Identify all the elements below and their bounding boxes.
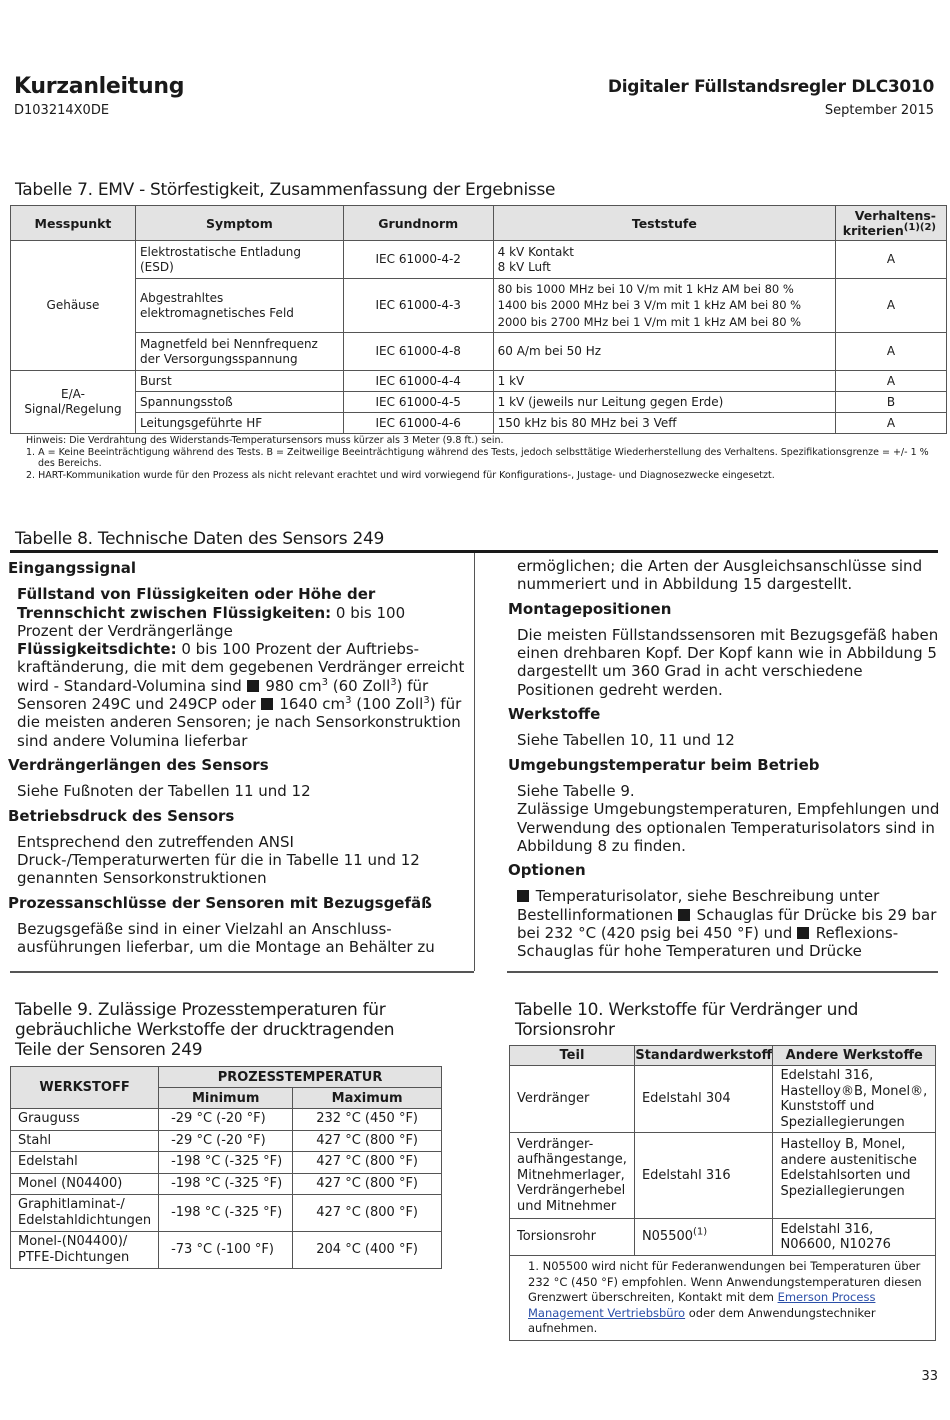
max-cell: 232 °C (450 °F) [293,1109,442,1131]
norm-cell: IEC 61000-4-2 [343,241,493,279]
table7-note: 1. A = Keine Beeinträchtigung während des Tests. B = Zeitweilige Beeinträchtigung während des Tests, jedoch selbsttätige Wiederherstellung des Verhaltens. Spezifikationsgrenze = +/- 1 % [26,446,929,458]
col-header-werkstoff: WERKSTOFF [11,1067,159,1109]
material-cell: Stahl [11,1130,159,1152]
option-square-icon [678,909,690,921]
norm-cell: IEC 61000-4-3 [343,279,493,333]
spec-text: Die meisten Füllstandssensoren mit Bezugsgefäß haben einen drehbaren Kopf. Der Kopf kann wie in Abbildung 5 dargestellt um 360 Grad in acht verschiedene Positionen gedreht werden. [517,625,939,699]
symptom-cell: Leitungsgeführte HF [135,413,343,434]
criteria-cell: A [836,371,947,392]
spec-text: Bezugsgefäße sind in einer Vielzahl an Anschluss-ausführungen lieferbar, um die Montage an Behälter zu [17,920,435,957]
max-cell: 427 °C (800 °F) [293,1130,442,1152]
criteria-cell: A [836,333,947,371]
min-cell: -29 °C (-20 °F) [159,1109,293,1131]
level-cell: 4 kV Kontakt 8 kV Luft [493,241,835,279]
material-cell: Monel (N04400) [11,1173,159,1195]
level-cell: 150 kHz bis 80 MHz bei 3 Veff [493,413,835,434]
table8-bottom-rule-right [507,971,938,973]
document-date: September 2015 [824,103,934,118]
part-cell: Torsionsrohr [510,1219,635,1256]
col-header-andere-werkstoffe: Andere Werkstoffe [773,1046,936,1066]
table10-footnote-row [510,1256,936,1341]
col-header-teil: Teil [510,1046,635,1066]
option-square-icon [517,890,529,902]
table-row [11,1109,442,1131]
max-cell: 204 °C (400 °F) [293,1232,442,1269]
table7-notes [26,435,929,481]
symptom-cell: Elektrostatische Entladung (ESD) [135,241,343,279]
min-cell: -73 °C (-100 °F) [159,1232,293,1269]
level-cell: 1 kV [493,371,835,392]
spec-text: Siehe Tabelle 9. Zulässige Umgebungstemperaturen, Empfehlungen und Verwendung des optionalen Temperaturisolators sind in Abbildung 8 zu finden. [517,781,940,855]
col-header-standardwerkstoff: Standardwerkstoff [634,1046,773,1066]
symptom-cell: Abgestrahltes elektromagnetisches Feld [135,279,343,333]
symptom-cell: Magnetfeld bei Nennfrequenz der Versorgungsspannung [135,333,343,371]
norm-cell: IEC 61000-4-6 [343,413,493,434]
col-header-grundnorm: Grundnorm [343,206,493,241]
table-row [11,1130,442,1152]
table-row [11,413,947,434]
table7-note: des Bereichs. [38,458,102,469]
table10-footnote: 1. N05500 wird nicht für Federanwendungen bei Temperaturen über 232 °C (450 °F) empfohlen. Wenn Anwendungstemperaturen diesen Grenzwert überschreiten, Kontakt mit dem Emerson Process Management Vertriebsbüro oder dem Anwendungstechniker aufnehmen. [510,1256,936,1341]
table-row [11,392,947,413]
standard-material-cell: Edelstahl 304 [634,1066,773,1133]
spec-heading: Betriebsdruck des Sensors [8,806,235,825]
min-cell: -29 °C (-20 °F) [159,1130,293,1152]
table-row [11,1232,442,1269]
spec-text: Siehe Tabellen 10, 11 und 12 [517,731,735,750]
table10-materials [509,1045,936,1341]
material-cell: Grauguss [11,1109,159,1131]
level-cell: 60 A/m bei 50 Hz [493,333,835,371]
document-number: D103214X0DE [14,103,110,118]
option-square-icon [247,680,259,692]
table7-note: 2. HART-Kommunikation wurde für den Prozess als nicht relevant erachtet und wird vorwiegend für Konfigurations-, Justage- und Diagnosezwecke eingesetzt. [26,469,775,481]
max-cell: 427 °C (800 °F) [293,1195,442,1232]
material-cell: Monel-(N04400)/ PTFE-Dichtungen [11,1232,159,1269]
criteria-cell: A [836,279,947,333]
criteria-cell: A [836,241,947,279]
spec-text: Siehe Fußnoten der Tabellen 11 und 12 [17,782,311,801]
table-row [11,241,947,279]
group-cell-gehaeuse: Gehäuse [11,241,136,371]
part-cell: Verdränger-aufhängestange, Mitnehmerlager, Verdrängerhebel und Mitnehmer [510,1133,635,1219]
other-materials-cell: Edelstahl 316, N06600, N10276 [773,1219,936,1256]
table8-column-divider [474,553,475,971]
table8-title: Tabelle 8. Technische Daten des Sensors 249 [15,529,384,549]
table10-title: Tabelle 10. Werkstoffe für Verdränger und Torsionsrohr [515,1000,859,1040]
table-row [11,1152,442,1174]
spec-heading: Prozessanschlüsse der Sensoren mit Bezugsgefäß [8,893,432,912]
table-row [11,333,947,371]
page-number: 33 [921,1369,938,1384]
max-cell: 427 °C (800 °F) [293,1152,442,1174]
spec-heading: Montagepositionen [508,599,672,618]
standard-material-cell: N05500$^{(1)}$ [634,1219,773,1256]
other-materials-cell: Hastelloy B, Monel, andere austenitische Edelstahlsorten und Speziallegierungen [773,1133,936,1219]
spec-text: ermöglichen; die Arten der Ausgleichsanschlüsse sind nummeriert und in Abbildung 15 dargestellt. [517,557,923,594]
col-header-minimum: Minimum [159,1088,293,1109]
norm-cell: IEC 61000-4-8 [343,333,493,371]
spec-heading: Eingangssignal [8,559,137,577]
spec-heading: Verdrängerlängen des Sensors [8,755,269,774]
option-square-icon [797,927,809,939]
spec-text: Füllstand von Flüssigkeiten oder Höhe der Trennschicht zwischen Flüssigkeiten: 0 bis 100 Prozent der Verdrängerlänge Flüssigkeitsdichte: 0 bis 100 Prozent der Auftriebs-kraftänderung, die mit dem gegebenen Verdränger erreicht wird - Standard-Volumina sind 980 $cm^3$ (60 Zoll$^3$) für Sensoren 249C und 249CP oder 1640 $cm^3$ (100 Zoll$^3$) für die meisten anderen Sensoren; je nach Sensorkonstruktion sind andere Volumina lieferbar [17,585,465,750]
table8-right-column [508,557,940,967]
table-row [11,371,947,392]
option-square-icon [261,698,273,710]
document-title: Kurzanleitung [14,74,185,99]
symptom-cell: Spannungsstoß [135,392,343,413]
table-row [510,1066,936,1133]
table-row [11,279,947,333]
col-header-symptom: Symptom [135,206,343,241]
table-row [510,1133,936,1219]
table7-note: Hinweis: Die Verdrahtung des Widerstands-Temperatursensors muss kürzer als 3 Meter (9.8 ft.) sein. [26,435,504,446]
criteria-cell: A [836,413,947,434]
group-cell-ea-signal: E/A-Signal/Regelung [11,371,136,434]
spec-heading: Umgebungstemperatur beim Betrieb [508,755,820,774]
spec-heading: Optionen [508,861,586,880]
product-title: Digitaler Füllstandsregler DLC3010 [607,77,934,97]
sales-office-link[interactable]: Emerson Process Management Vertriebsbüro [528,1290,876,1320]
level-cell: 1 kV (jeweils nur Leitung gegen Erde) [493,392,835,413]
table7-emv [10,205,947,434]
min-cell: -198 °C (-325 °F) [159,1152,293,1174]
level-cell: 80 bis 1000 MHz bei 10 V/m mit 1 kHz AM bei 80 % 1400 bis 2000 MHz bei 3 V/m mit 1 kHz AM bei 80 % 2000 bis 2700 MHz bei 1 V/m mit 1 kHz AM bei 80 % [493,279,835,333]
spec-text: Entsprechend den zutreffenden ANSI Druck-/Temperaturwerten für die in Tabelle 11 und 12 genannten Sensorkonstruktionen [17,832,420,888]
min-cell: -198 °C (-325 °F) [159,1173,293,1195]
max-cell: 427 °C (800 °F) [293,1173,442,1195]
spec-heading: Werkstoffe [508,705,601,724]
table9-process-temperatures [10,1066,442,1269]
table-row [510,1219,936,1256]
table-row [11,1173,442,1195]
min-cell: -198 °C (-325 °F) [159,1195,293,1232]
col-header-teststufe: Teststufe [493,206,835,241]
other-materials-cell: Edelstahl 316, Hastelloy®B, Monel®, Kunststoff und Speziallegierungen [773,1066,936,1133]
table8-bottom-rule-left [10,971,474,973]
spec-text: Temperaturisolator, siehe Beschreibung unter Bestellinformationen Schauglas für Drücke bis 29 bar bei 232 °C (420 psig bei 450 °F) und Reflexions-Schauglas für hohe Temperaturen und Drücke [517,887,937,961]
col-header-messpunkt: Messpunkt [11,206,136,241]
norm-cell: IEC 61000-4-5 [343,392,493,413]
part-cell: Verdränger [510,1066,635,1133]
table8-left-column [8,556,466,963]
symptom-cell: Burst [135,371,343,392]
table9-title: Tabelle 9. Zulässige Prozesstemperaturen für gebräuchliche Werkstoffe der drucktragenden Teile der Sensoren 249 [15,1000,395,1060]
col-header-kriterien: Verhaltens- kriterien$^{(1)(2)}$ [836,206,947,241]
standard-material-cell: Edelstahl 316 [634,1133,773,1219]
criteria-cell: B [836,392,947,413]
col-header-maximum: Maximum [293,1088,442,1109]
col-header-prozesstemperatur: PROZESSTEMPERATUR [159,1067,442,1088]
table7-title: Tabelle 7. EMV - Störfestigkeit, Zusammenfassung der Ergebnisse [15,180,556,200]
material-cell: Edelstahl [11,1152,159,1174]
material-cell: Graphitlaminat-/ Edelstahldichtungen [11,1195,159,1232]
table-row [11,1195,442,1232]
table7-header-row [11,206,947,241]
norm-cell: IEC 61000-4-4 [343,371,493,392]
